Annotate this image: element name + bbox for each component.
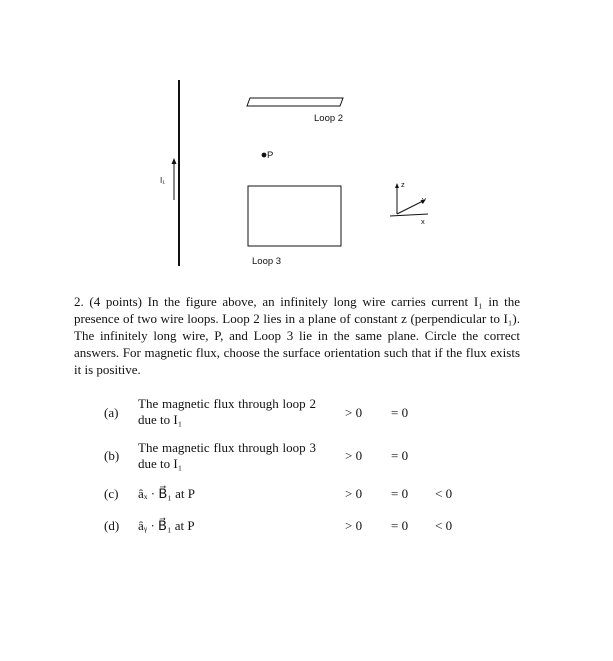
current-label: I₁ bbox=[160, 176, 165, 185]
problem-statement bbox=[74, 293, 520, 378]
problem-text: (4 points) In the figure above, an infinitely long wire carries current I₁ in the presence of two wire loops. Loop 2 lies in a plane of constant z (perpendicular to I₁). The infinitely long wire, P, and Loop 3 lie in the same plane. Circle the correct answers. For magnetic flux, choose the surface orientation such that if the flux exists it is positive. bbox=[74, 294, 520, 377]
question-c-choice-gt[interactable]: > 0 bbox=[345, 486, 363, 501]
question-a-choice-gt[interactable]: > 0 bbox=[345, 405, 363, 420]
problem-number: 2. bbox=[74, 294, 84, 309]
question-b-label: (b) bbox=[104, 448, 120, 463]
loop-2-label: Loop 2 bbox=[314, 113, 344, 124]
point-p-label: P bbox=[267, 150, 274, 161]
question-c-choice-eq[interactable]: = 0 bbox=[391, 486, 409, 501]
question-d-label: (d) bbox=[104, 518, 120, 533]
question-c-choice-lt[interactable]: < 0 bbox=[435, 486, 453, 501]
question-b-choice-eq[interactable]: = 0 bbox=[391, 448, 409, 463]
loop-3 bbox=[248, 186, 341, 246]
question-d-choice-gt[interactable]: > 0 bbox=[345, 518, 363, 533]
question-d-choice-lt[interactable]: < 0 bbox=[435, 518, 453, 533]
question-d-text: âᵧ · B⃗₁ at P bbox=[138, 518, 195, 533]
question-c-label: (c) bbox=[104, 486, 119, 501]
point-p-dot bbox=[262, 153, 267, 158]
loop-2 bbox=[247, 98, 343, 106]
axis-z-label: z bbox=[401, 180, 405, 189]
question-b-choice-gt[interactable]: > 0 bbox=[345, 448, 363, 463]
question-b-text: The magnetic flux through loop 3 due to I₁ bbox=[138, 440, 316, 471]
question-d-choice-eq[interactable]: = 0 bbox=[391, 518, 409, 533]
question-a-choice-eq[interactable]: = 0 bbox=[391, 405, 409, 420]
axis-y-label: y bbox=[422, 195, 426, 204]
axis-x-label: x bbox=[421, 217, 425, 226]
question-c-text: âₓ · B⃗₁ at P bbox=[138, 486, 195, 501]
question-a-text: The magnetic flux through loop 2 due to I₁ bbox=[138, 396, 316, 427]
current-arrowhead bbox=[172, 158, 177, 164]
loop-3-label: Loop 3 bbox=[252, 256, 282, 267]
question-a-label: (a) bbox=[104, 405, 119, 420]
